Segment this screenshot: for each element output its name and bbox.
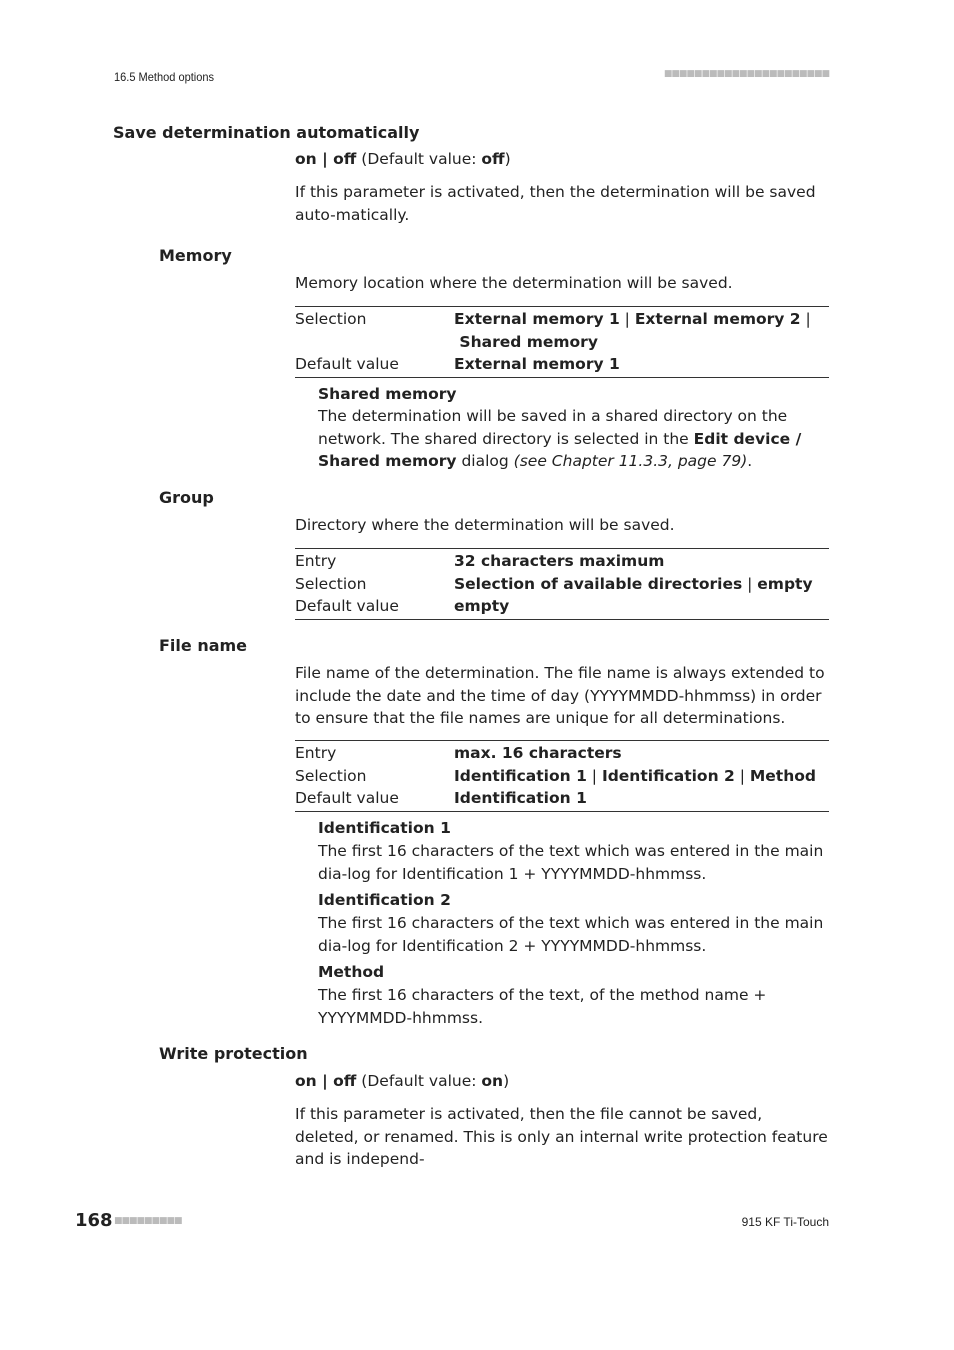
param-title-write-protection: Write protection [159,1044,308,1063]
table-value: External memory 1 [454,355,620,373]
file-name-description: File name of the determination. The file name is always extended to include the date and the time of day (YYYYMMDD-hhmmss) in order to ensure that the file names are unique for all determinations. [295,664,825,727]
running-header-section: 16.5 Method options [114,70,215,84]
param-title-group: Group [159,488,214,507]
table-value: 32 characters maximum [454,552,665,570]
header-decorative-dots: ■■■■■■■■■■■■■■■■■■■■■■ [663,69,829,79]
footer-decorative-dots: ■■■■■■■■■ [114,1216,182,1226]
param-title-file-name: File name [159,636,248,655]
id1-title: Identification 1 [318,819,451,837]
table-key: Selection [295,766,367,785]
table-key: Default value [295,597,399,615]
save-auto-description: If this parameter is activated, then the determination will be saved auto-matically. [295,183,816,224]
table-row [295,742,829,765]
table-key: Selection [295,574,367,593]
table-row [295,353,829,376]
table-value: Identification 1 | Identification 2 | Method [454,766,816,785]
page-number: 168 [75,1210,113,1231]
table-row [295,308,829,353]
table-key: Selection [295,310,367,328]
method-title: Method [318,963,385,981]
group-description: Directory where the determination will be saved. [295,516,675,534]
table-row [295,550,829,573]
memory-note-title: Shared memory [318,385,457,403]
table-key: Default value [295,355,399,373]
id1-text: The first 16 characters of the text which was entered in the main dia-log for Identification 1 + YYYYMMDD-hhmmss. [318,842,824,883]
memory-table [295,306,829,378]
write-protection-description: If this parameter is activated, then the file cannot be saved, deleted, or renamed. This is only an internal write protection feature and is independ- [295,1105,828,1168]
table-row [295,765,829,788]
file-name-table [295,740,829,812]
table-row [295,573,829,596]
method-text: The first 16 characters of the text, of the method name + YYYYMMDD-hhmmss. [318,986,767,1027]
memory-description: Memory location where the determination will be saved. [295,274,733,292]
table-key: Default value [295,789,399,807]
table-key: Entry [295,744,337,762]
table-key: Entry [295,552,337,570]
table-value: External memory 1 | External memory 2 | Shared memory [454,310,811,351]
id2-text: The first 16 characters of the text which was entered in the main dia-log for Identification 2 + YYYYMMDD-hhmmss. [318,914,824,955]
id2-title: Identification 2 [318,891,451,909]
table-value: Selection of available directories | empty [454,574,813,593]
table-value: Identification 1 [454,789,587,807]
group-table [295,548,829,620]
table-value: empty [454,597,510,615]
write-protection-values: on | off (Default value: on) [295,1072,510,1090]
footer-product-name: 915 KF Ti-Touch [741,1215,829,1229]
param-title-memory: Memory [159,246,232,265]
save-auto-values: on | off (Default value: off) [295,150,511,168]
table-row [295,595,829,618]
memory-note-text: The determination will be saved in a shared directory on the network. The shared directory is selected in the Edit device / Shared memory dialog (see Chapter 11.3.3, page 79). [318,407,802,470]
section-title-save-auto: Save determination automatically [113,123,420,142]
table-row [295,787,829,810]
table-value: max. 16 characters [454,744,622,762]
